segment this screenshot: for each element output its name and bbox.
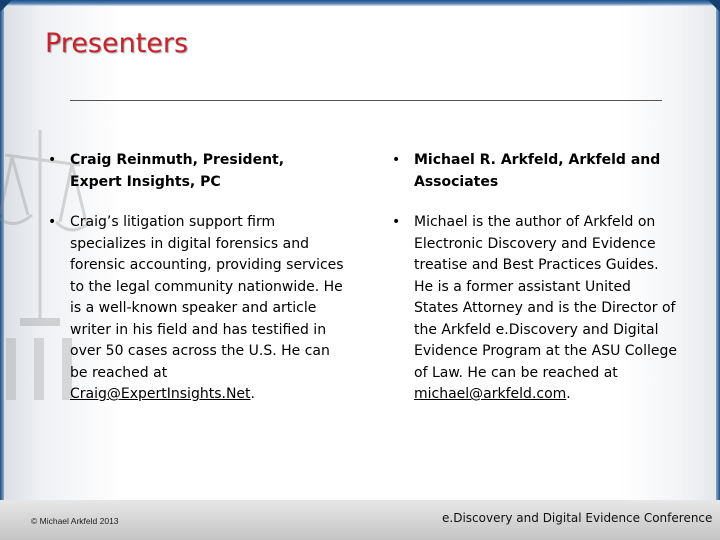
conference-name: e.Discovery and Digital Evidence Conference bbox=[442, 511, 713, 525]
presenter-bio bbox=[70, 212, 346, 406]
email-link[interactable]: michael@arkfeld.com bbox=[414, 386, 567, 402]
copyright-text: © Michael Arkfeld 2013 bbox=[31, 516, 119, 526]
bullet: • bbox=[48, 214, 57, 230]
left-presenter-name-item bbox=[48, 150, 333, 193]
email-link[interactable]: Craig@ExpertInsights.Net bbox=[70, 386, 251, 402]
presenter-name: Craig Reinmuth, President, Expert Insights, PC bbox=[70, 152, 285, 190]
bio-text: Michael is the author of Arkfeld on Electronic Discovery and Evidence treatise and Best Practices Guides. He is a former assistant United States Attorney and is the Director of the Arkfeld e.Discovery and Digital Evidence Program at the ASU College of Law. He can be reached at bbox=[414, 214, 678, 381]
right-presenter-column bbox=[392, 150, 677, 425]
bio-end-punctuation: . bbox=[566, 386, 571, 402]
top-frame-border bbox=[0, 0, 720, 6]
slide-title: Presenters bbox=[45, 28, 189, 59]
bullet: • bbox=[392, 214, 401, 230]
right-frame-border bbox=[716, 0, 720, 540]
bullet: • bbox=[392, 152, 401, 168]
bio-text: Craig’s litigation support firm specializes in digital forensics and forensic accounting, providing services to the legal community nationwide. He is a well-known speaker and article writer in his field and has testified in over 50 cases across the U.S. He can be reached at bbox=[70, 214, 344, 381]
presenter-name: Michael R. Arkfeld, Arkfeld and Associates bbox=[414, 152, 661, 190]
left-presenter-bio-item bbox=[48, 212, 344, 406]
bullet: • bbox=[48, 152, 57, 168]
title-divider bbox=[70, 100, 662, 101]
right-presenter-bio-item bbox=[392, 212, 677, 406]
bio-end-punctuation: . bbox=[250, 386, 255, 402]
corner-accent-right bbox=[708, 0, 720, 12]
corner-accent-left bbox=[0, 0, 12, 12]
right-presenter-name-item bbox=[392, 150, 677, 193]
left-presenter-column bbox=[48, 150, 344, 425]
presenter-bio bbox=[414, 212, 677, 406]
